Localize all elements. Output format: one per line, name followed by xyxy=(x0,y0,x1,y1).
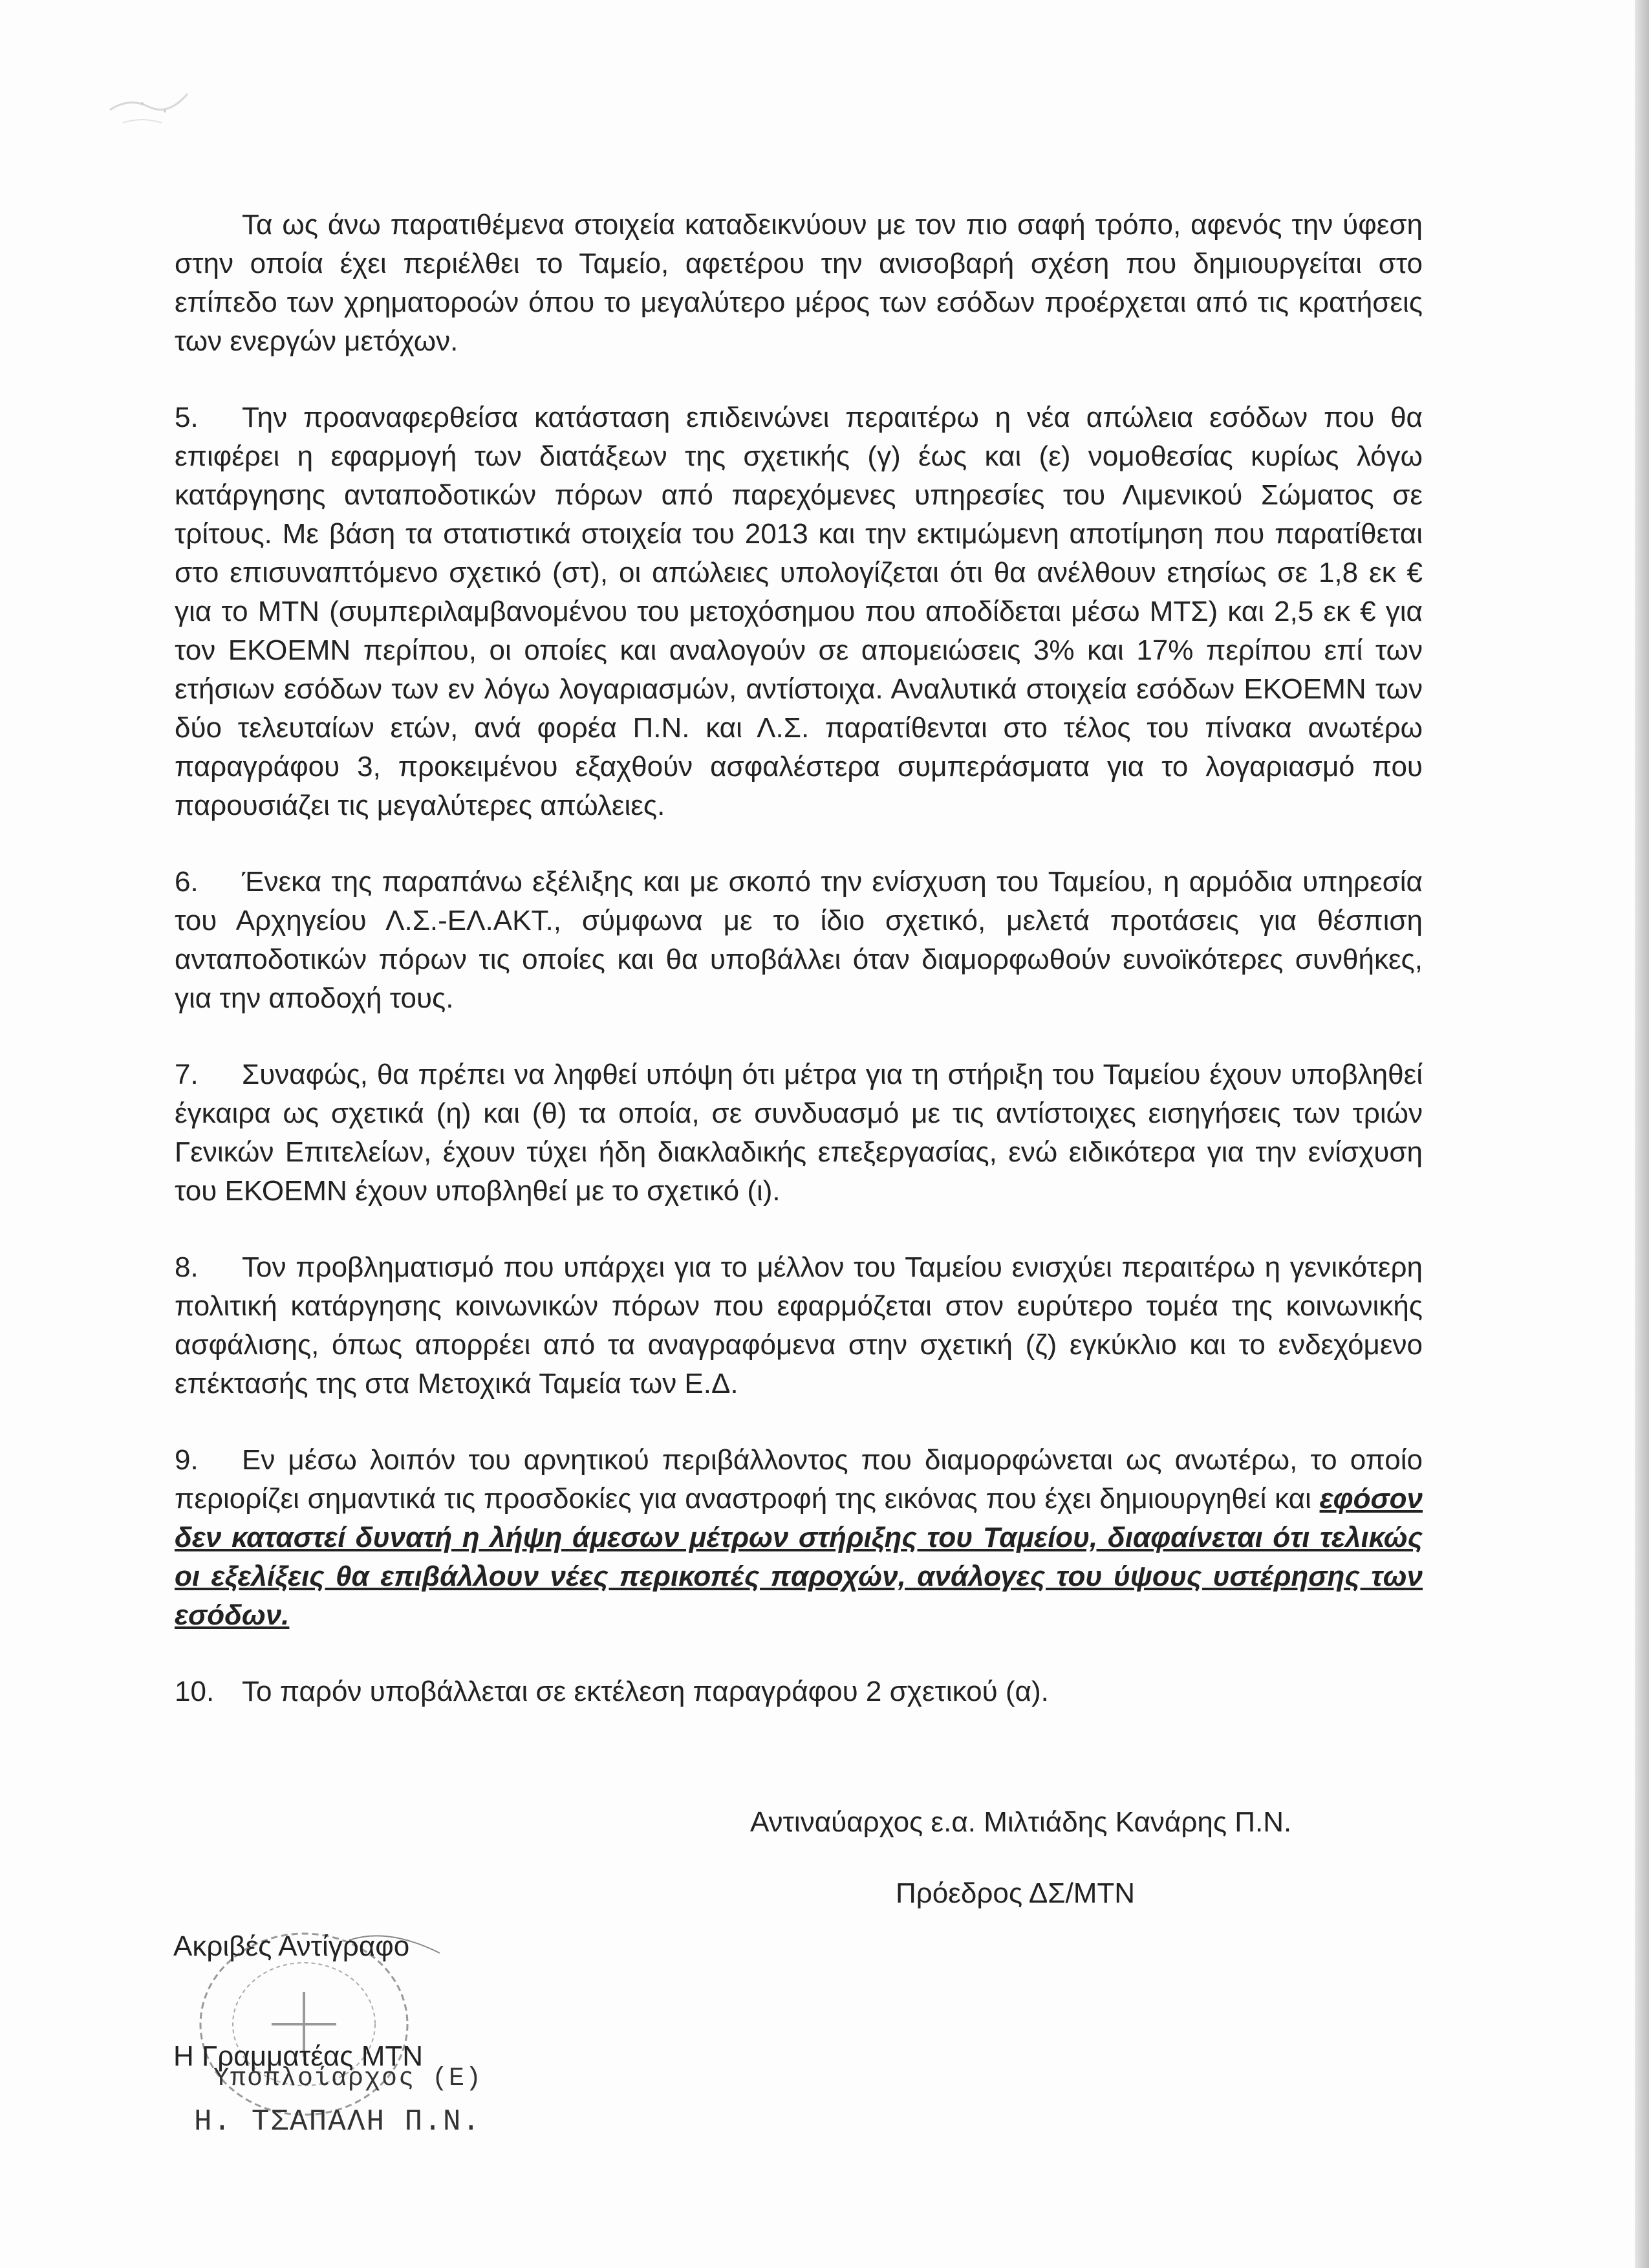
paragraph-5 xyxy=(175,398,1423,825)
signature-name: Αντιναύαρχος ε.α. Μιλτιάδης Κανάρης Π.Ν. xyxy=(750,1806,1292,1838)
page-edge-shadow xyxy=(1635,0,1649,2268)
paragraph-7 xyxy=(175,1055,1423,1211)
paragraph-9 xyxy=(175,1441,1423,1635)
paragraph-number: 6. xyxy=(175,866,199,898)
paragraph-number: 7. xyxy=(175,1059,199,1090)
certified-copy-label: Ακριβές Αντίγραφο xyxy=(173,1930,410,1962)
secretary-label: Η Γραμματέας ΜΤΝ xyxy=(173,2040,424,2072)
paragraph-number: 8. xyxy=(175,1251,199,1283)
paragraph-text: Τα ως άνω παρατιθέμενα στοιχεία καταδεικνύουν με τον πιο σαφή τρόπο, αφενός την ύφεση στην οποία έχει περιέλθει το Ταμείο, αφετέρου την ανισοβαρή σχέση που δημιουργείται στο επίπεδο των χρηματοροών όπου το μεγαλύτερο μέρος των εσόδων προέρχεται από τις κρατήσεις των ενεργών μετόχων. xyxy=(175,209,1423,357)
paragraph-8 xyxy=(175,1248,1423,1403)
paragraph-10 xyxy=(175,1672,1423,1711)
paragraph-text: Τον προβληματισμό που υπάρχει για το μέλλον του Ταμείου ενισχύει περαιτέρω η γενικότερη πολιτική κατάργησης κοινωνικών πόρων που εφαρμόζεται στον ευρύτερο τομέα της κοινωνικής ασφάλισης, όπως απορρέει από τα αναγραφόμενα στην σχετική (ζ) εγκύκλιο και το ενδεχόμενο επέκτασής της στα Μετοχικά Ταμεία των Ε.Δ. xyxy=(175,1251,1423,1399)
scan-smudge xyxy=(103,71,200,142)
paragraph-text: Το παρόν υποβάλλεται σε εκτέλεση παραγράφου 2 σχετικού (α). xyxy=(242,1676,1049,1707)
paragraph-6 xyxy=(175,863,1423,1018)
paragraph-number: 10. xyxy=(175,1676,215,1707)
paragraph-number: 9. xyxy=(175,1444,199,1476)
paragraph-emphasis: εφόσον δεν καταστεί δυνατή η λήψη άμεσων μέτρων στήριξης του Ταμείου, διαφαίνεται ότι τελικώς οι εξελίξεις θα επιβάλλουν νέες περικοπές παροχών, ανάλογες του ύψους υστέρησης των εσόδων. xyxy=(175,1483,1423,1631)
paragraph-text: Εν μέσω λοιπόν του αρνητικού περιβάλλοντος που διαμορφώνεται ως ανωτέρω, το οποίο περιορίζει σημαντικά τις προσδοκίες για αναστροφή της εικόνας που έχει δημιουργηθεί και xyxy=(175,1444,1423,1515)
secretary-rank: Υποπλοίαρχος (Ε) xyxy=(213,2064,483,2093)
document-body xyxy=(175,206,1423,1749)
paragraph-text: Συναφώς, θα πρέπει να ληφθεί υπόψη ότι μέτρα για τη στήριξη του Ταμείου έχουν υποβληθεί έγκαιρα ως σχετικά (η) και (θ) τα οποία, σε συνδυασμό με τις αντίστοιχες εισηγήσεις των τριών Γενικών Επιτελείων, έχουν τύχει ήδη διακλαδικής επεξεργασίας, ενώ ειδικότερα για την ενίσχυση του ΕΚΟΕΜΝ έχουν υποβληθεί με το σχετικό (ι). xyxy=(175,1059,1423,1207)
secretary-name: Η. ΤΣΑΠΑΛΗ Π.Ν. xyxy=(194,2105,482,2139)
signature-title: Πρόεδρος ΔΣ/ΜΤΝ xyxy=(896,1877,1136,1909)
paragraph-text: Ένεκα της παραπάνω εξέλιξης και με σκοπό την ενίσχυση του Ταμείου, η αρμόδια υπηρεσία του Αρχηγείου Λ.Σ.-ΕΛ.ΑΚΤ., σύμφωνα με το ίδιο σχετικό, μελετά προτάσεις για θέσπιση ανταποδοτικών πόρων τις οποίες και θα υποβάλλει όταν διαμορφωθούν ευνοϊκότερες συνθήκες, για την αποδοχή τους. xyxy=(175,866,1423,1014)
paragraph-text: Την προαναφερθείσα κατάσταση επιδεινώνει περαιτέρω η νέα απώλεια εσόδων που θα επιφέρει η εφαρμογή των διατάξεων της σχετικής (γ) έως και (ε) νομοθεσίας κυρίως λόγω κατάργησης ανταποδοτικών πόρων από παρεχόμενες υπηρεσίες του Λιμενικού Σώματος σε τρίτους. Με βάση τα στατιστικά στοιχεία του 2013 και την εκτιμώμενη αποτίμηση που παρατίθεται στο επισυναπτόμενο σχετικό (στ), οι απώλειες υπολογίζεται ότι θα ανέλθουν ετησίως σε 1,8 εκ € για το ΜΤΝ (συμπεριλαμβανομένου του μετοχόσημου που αποδίδεται μέσω ΜΤΣ) και 2,5 εκ € για τον ΕΚΟΕΜΝ περίπου, οι οποίες και αναλογούν σε απομειώσεις 3% και 17% περίπου επί των ετήσιων εσόδων των εν λόγω λογαριασμών, αντίστοιχα. Αναλυτικά στοιχεία εσόδων ΕΚΟΕΜΝ των δύο τελευταίων ετών, ανά φορέα Π.Ν. και Λ.Σ. παρατίθενται στο τέλος του πίνακα ανωτέρω παραγράφου 3, προκειμένου εξαχθούν ασφαλέστερα συμπεράσματα για το λογαριασμό που παρουσιάζει τις μεγαλύτερες απώλειες. xyxy=(175,402,1423,821)
paragraph-number: 5. xyxy=(175,402,199,433)
paragraph-4 xyxy=(175,206,1423,361)
